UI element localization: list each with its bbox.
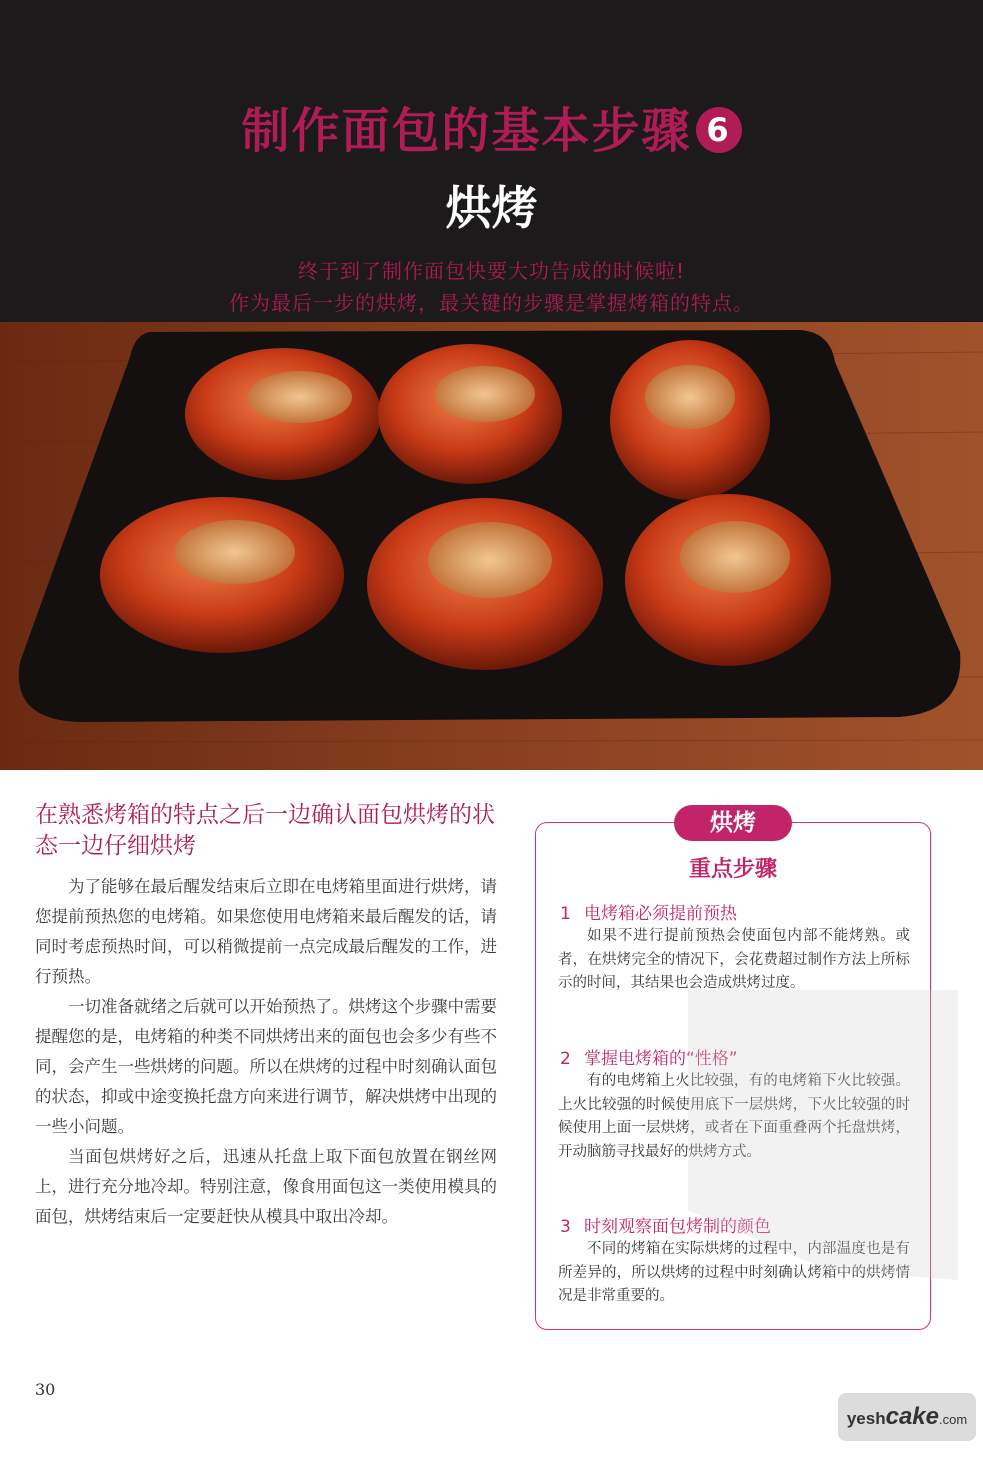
point-1-body-text: 如果不进行提前预热会使面包内部不能烤熟。或者，在烘烤完全的情况下，会花费超过制作方法上所标示的时间，其结果也会造成烘烤过度。: [558, 928, 910, 991]
point-3-body-text: 不同的烤箱在实际烘烤的过程中，内部温度也是有所差异的，所以烘烤的过程中时刻确认烤箱中的烘烤情况是非常重要的。: [558, 1241, 910, 1304]
point-2-title: [560, 1044, 738, 1069]
key-steps-tab: 烘烤: [674, 805, 792, 841]
body-paragraph-3: 当面包烘烤好之后，迅速从托盘上取下面包放置在钢丝网上，进行充分地冷却。特别注意，像食用面包这一类使用模具的面包，烘烤结束后一定要赶快从模具中取出冷却。: [35, 1147, 497, 1226]
point-2-number: 2: [560, 1049, 571, 1069]
logo-main: cake: [885, 1403, 939, 1430]
body-paragraph-2: 一切准备就绪之后就可以开始预热了。烘烤这个步骤中需要提醒您的是，电烤箱的种类不同烘烤出来的面包也会多少有些不同，会产生一些烘烤的问题。所以在烘烤的过程中时刻确认面包的状态，抑或中途变换托盘方向来进行调节，解决烘烤中出现的一些小问题。: [35, 997, 497, 1136]
logo-suffix: .com: [938, 1412, 968, 1427]
point-3-title: [560, 1212, 771, 1237]
section-heading: 在熟悉烤箱的特点之后一边确认面包烘烤的状态一边仔细烘烤: [35, 802, 495, 859]
page-number: 30: [35, 1380, 56, 1399]
intro-line-2: 作为最后一步的烘烤，最关键的步骤是掌握烤箱的特点。: [229, 291, 754, 315]
site-logo: [838, 1393, 976, 1441]
point-3-number: 3: [560, 1217, 571, 1237]
point-3-title-text: 时刻观察面包烤制的颜色: [584, 1217, 771, 1237]
point-1-title: [560, 899, 737, 924]
point-3-body: [558, 1238, 910, 1309]
logo-prefix: yesh: [846, 1409, 886, 1428]
point-2-body-text: 有的电烤箱上火比较强，有的电烤箱下火比较强。上火比较强的时候使用底下一层烘烤，下火比较强的时候使用上面一层烘烤，或者在下面重叠两个托盘烘烤，开动脑筋寻找最好的烘烤方式。: [558, 1073, 910, 1160]
body-paragraph-1: 为了能够在最后醒发结束后立即在电烤箱里面进行烘烤，请您提前预热您的电烤箱。如果您使用电烤箱来最后醒发的话，请同时考虑预热时间，可以稍微提前一点完成最后醒发的工作，进行预热。: [35, 877, 497, 986]
point-1-title-text: 电烤箱必须提前预热: [584, 904, 737, 924]
point-2-body: [558, 1070, 910, 1164]
point-1-number: 1: [560, 904, 571, 924]
page-subtitle: 烘烤: [445, 181, 538, 235]
body-text: [35, 872, 497, 1232]
key-steps-subtitle: 重点步骤: [688, 856, 777, 882]
page-title-text: 制作面包的基本步骤: [241, 103, 692, 159]
intro-line-1: 终于到了制作面包快要大功告成的时候啦!: [297, 259, 686, 283]
page-title: [0, 92, 983, 161]
baked-bread-photo: [0, 322, 983, 770]
point-2-title-text: 掌握电烤箱的“性格”: [584, 1049, 738, 1069]
point-1-body: [558, 925, 910, 996]
step-number-badge: 6: [696, 107, 742, 153]
